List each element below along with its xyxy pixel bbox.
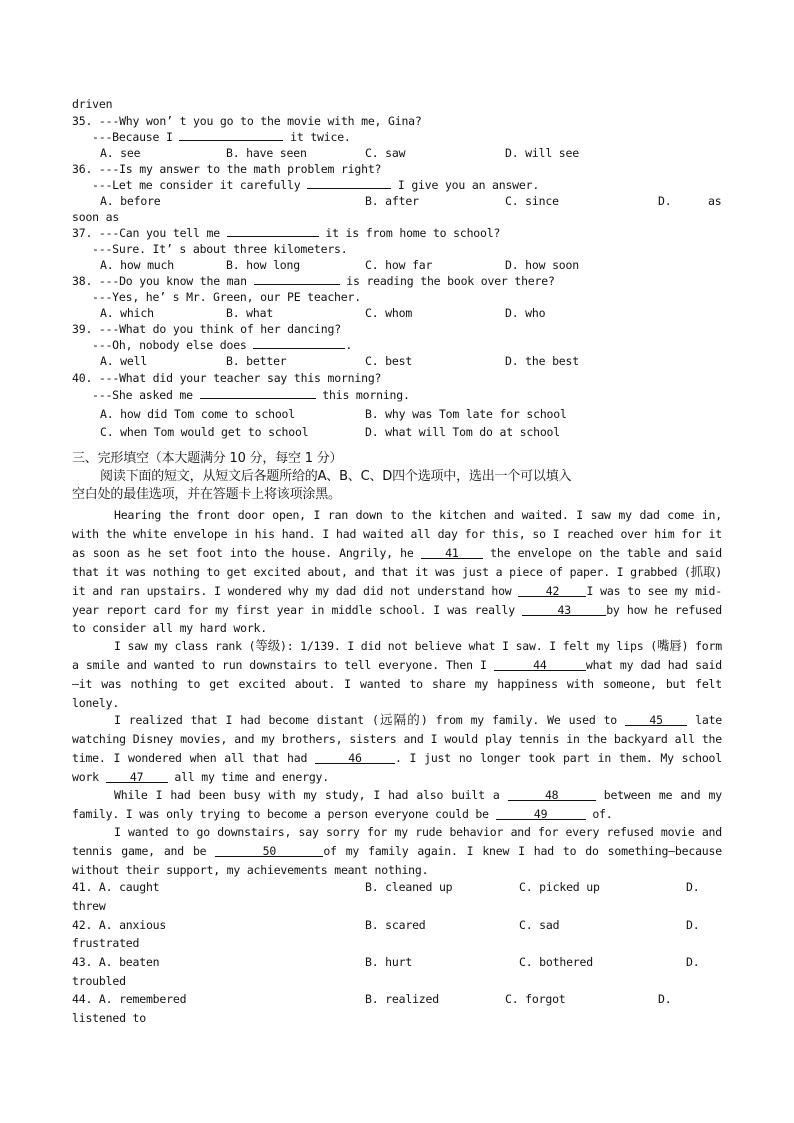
q35-blank bbox=[179, 129, 283, 141]
blank-50: 50 bbox=[215, 845, 323, 857]
blank-48: 48 bbox=[508, 789, 596, 801]
passage-paragraph-4: While I had been busy with my study, I had also built a 48 between me and my family. I was only trying to become a person everyone could be 49 of. bbox=[72, 788, 722, 821]
q36-option-c: C. since bbox=[505, 194, 559, 208]
q39-option-c: C. best bbox=[365, 354, 413, 368]
passage-paragraph-3: I realized that I had become distant (远隔的) from my family. We used to 45 late watching Disney movies, and my brothers, sisters and I would play tennis in the backyard all the time. I wondered when all that had 46 . I just no longer took part in them. My school work 47 all my time and energy. bbox=[72, 712, 723, 784]
passage-paragraph-1: Hearing the front door open, I ran down to the kitchen and waited. I saw my dad come in, with the white envelope in his hand. I had waited all day for this, so I reached over him for it as soon as he set foot into the house. Angrily, he 41 the envelope on the table and said that it was nothing to get excited about, and that it was just a piece of paper. I grabbed (抓取) it and ran upstairs. I wondered why my dad did not understand how 42 I was to see my mid-year report card for my first year in middle school. I was really 43 by how he refused to consider all my hard work. bbox=[72, 508, 722, 636]
q35-question: 35. ---Why won’ t you go to the movie with me, Gina? bbox=[72, 114, 422, 128]
section-heading: 三、完形填空（本大题满分 10 分，每空 1 分） bbox=[72, 451, 343, 466]
q36-reply: ---Let me consider it carefully I give you an answer. bbox=[92, 178, 540, 192]
q41-option-a: 41. A. caught bbox=[72, 880, 160, 894]
q40-option-a: A. how did Tom come to school bbox=[100, 407, 295, 421]
blank-49: 49 bbox=[496, 808, 586, 820]
blank-42: 42 bbox=[518, 585, 586, 597]
q37-option-b: B. how long bbox=[226, 258, 300, 272]
q43-option-c: C. bothered bbox=[519, 955, 593, 969]
q44-option-d: D. bbox=[658, 992, 672, 1006]
q41-option-c: C. picked up bbox=[519, 880, 600, 894]
q40-option-b: B. why was Tom late for school bbox=[365, 407, 567, 421]
q43-option-a: 43. A. beaten bbox=[72, 955, 160, 969]
q36-blank bbox=[307, 177, 391, 189]
q37-blank bbox=[227, 225, 319, 237]
q39-reply: ---Oh, nobody else does . bbox=[92, 338, 353, 352]
q36-option-d-cont: soon as bbox=[72, 210, 120, 224]
q35-option-c: C. saw bbox=[365, 146, 406, 160]
q36-option-a: A. before bbox=[100, 194, 161, 208]
q42-option-c: C. sad bbox=[519, 918, 560, 932]
q39-question: 39. ---What do you think of her dancing? bbox=[72, 322, 341, 336]
passage-paragraph-5: I wanted to go downstairs, say sorry for my rude behavior and for every refused movie and tennis game, and be 50 of my family again. I knew I had to do something—because without their support, my achievements meant nothing. bbox=[72, 825, 722, 877]
blank-45: 45 bbox=[625, 714, 687, 726]
q37-option-a: A. how much bbox=[100, 258, 174, 272]
q44-option-b: B. realized bbox=[365, 992, 439, 1006]
q37-question: 37. ---Can you tell me it is from home to school? bbox=[72, 226, 501, 240]
q38-option-b: B. what bbox=[226, 306, 274, 320]
q38-blank bbox=[254, 273, 340, 285]
q39-blank bbox=[253, 337, 345, 349]
blank-47: 47 bbox=[106, 771, 168, 783]
q39-option-b: B. better bbox=[226, 354, 287, 368]
section-instruction-2: 空白处的最佳选项，并在答题卡上将该项涂黑。 bbox=[72, 487, 341, 502]
q44-option-a: 44. A. remembered bbox=[72, 992, 187, 1006]
q43-option-b: B. hurt bbox=[365, 955, 413, 969]
q44-option-d-text: listened to bbox=[72, 1011, 146, 1025]
top-word: driven bbox=[72, 97, 113, 111]
q41-option-d: D. bbox=[686, 880, 700, 894]
q41-option-d-text: threw bbox=[72, 899, 106, 913]
q40-option-d: D. what will Tom do at school bbox=[365, 425, 560, 439]
q43-option-d: D. bbox=[686, 955, 700, 969]
q38-reply: ---Yes, he’ s Mr. Green, our PE teacher. bbox=[92, 290, 361, 304]
q36-option-d-text: as bbox=[708, 194, 722, 208]
q36-option-d: D. bbox=[658, 194, 672, 208]
q39-option-a: A. well bbox=[100, 354, 148, 368]
q36-question: 36. ---Is my answer to the math problem right? bbox=[72, 162, 382, 176]
q38-option-a: A. which bbox=[100, 306, 154, 320]
q35-option-d: D. will see bbox=[505, 146, 579, 160]
q36-option-b: B. after bbox=[365, 194, 419, 208]
q42-option-b: B. scared bbox=[365, 918, 426, 932]
q38-question: 38. ---Do you know the man is reading the book over there? bbox=[72, 274, 555, 288]
q43-option-d-text: troubled bbox=[72, 974, 126, 988]
q38-option-d: D. who bbox=[505, 306, 546, 320]
passage-paragraph-2: I saw my class rank (等级): 1/139. I did not believe what I saw. I felt my lips (嘴唇) form a smile and wanted to run downstairs to tell everyone. Then I 44 what my dad had said—it was nothing to get excited about. I wanted to share my happiness with someone, but felt lonely. bbox=[72, 638, 722, 710]
q42-option-d: D. bbox=[686, 918, 700, 932]
q41-option-b: B. cleaned up bbox=[365, 880, 453, 894]
q37-option-d: D. how soon bbox=[505, 258, 579, 272]
q35-option-b: B. have seen bbox=[226, 146, 307, 160]
q40-blank bbox=[200, 387, 316, 399]
q42-option-a: 42. A. anxious bbox=[72, 918, 167, 932]
q39-option-d: D. the best bbox=[505, 354, 579, 368]
q40-question: 40. ---What did your teacher say this morning? bbox=[72, 371, 382, 385]
q42-option-d-text: frustrated bbox=[72, 936, 140, 950]
q44-option-c: C. forgot bbox=[505, 992, 566, 1006]
q37-option-c: C. how far bbox=[365, 258, 433, 272]
section-instruction-1: 阅读下面的短文，从短文后各题所给的A、B、C、D四个选项中，选出一个可以填入 bbox=[100, 469, 572, 484]
blank-46: 46 bbox=[315, 752, 395, 764]
q40-reply: ---She asked me this morning. bbox=[92, 388, 410, 402]
q35-reply: ---Because I it twice. bbox=[92, 130, 351, 144]
q40-option-c: C. when Tom would get to school bbox=[100, 425, 309, 439]
blank-43: 43 bbox=[522, 604, 606, 616]
q38-option-c: C. whom bbox=[365, 306, 413, 320]
blank-44: 44 bbox=[494, 659, 586, 671]
q35-option-a: A. see bbox=[100, 146, 141, 160]
q37-reply: ---Sure. It’ s about three kilometers. bbox=[92, 242, 348, 256]
blank-41: 41 bbox=[421, 547, 483, 559]
